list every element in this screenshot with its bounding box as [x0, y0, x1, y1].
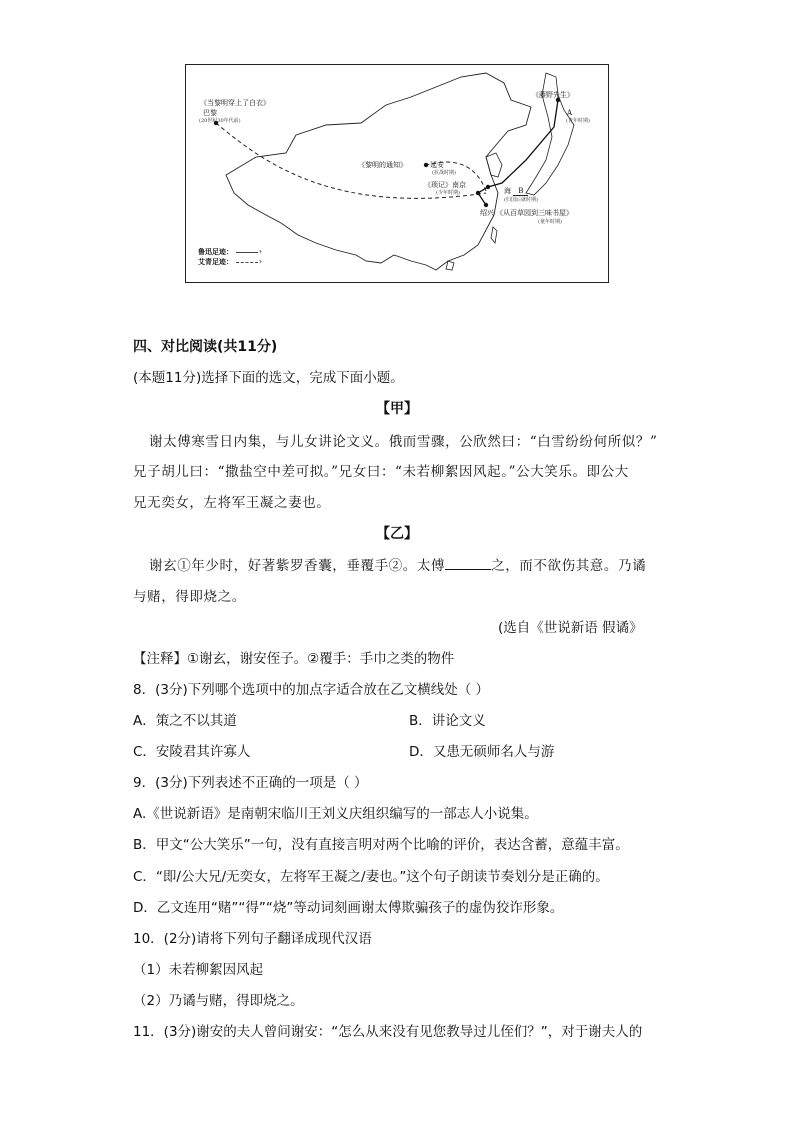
map-label-baicao: 《从百草园到三味书屋》 [496, 209, 573, 217]
map-label-hai [504, 187, 528, 195]
map-label-nanjing: 《琐记》南京 [424, 181, 466, 189]
passage-yi-line1-a: 谢玄①年少时，好著紫罗香囊，垂覆手②。太傅 [149, 558, 446, 574]
map-label-dawn-notice: 《黎明的通知》 [358, 161, 407, 169]
question-10-stem: 10．(2分)请将下列句子翻译成现代汉语 [133, 931, 372, 947]
question-8-stem: 8．(3分)下列哪个选项中的加点字适合放在乙文横线处（ ） [133, 682, 490, 698]
question-8-option-a: A．策之不以其道 [133, 713, 237, 729]
map-note-hai: (归国后就时期) [504, 197, 538, 203]
map-label-hai-text: 海 [504, 187, 511, 195]
passage-yi-line2: 与赌，得即烧之。 [133, 589, 246, 605]
question-8-option-d: D．又患无硕师名人与游 [409, 744, 555, 760]
section-title: 四、对比阅读(共11分) [133, 339, 278, 355]
legend-luxun-line [236, 252, 258, 253]
question-9-option-a: A.《世说新语》是南朝宋临川王刘义庆组织编写的一部志人小说集。 [133, 806, 538, 822]
question-9-option-b: B．甲文“公大笑乐”一句，没有直接言明对两个比喻的评价，表达含蓄，意蕴丰富。 [133, 837, 629, 853]
map-label-fujino: 《藤野先生》 [532, 91, 574, 99]
passage-source: (选自《世说新语 假谲》 [498, 620, 643, 636]
legend-aiqing [198, 257, 258, 267]
map-note-paris: (20世纪30年代前) [199, 118, 241, 124]
map-label-paris: 巴黎 [203, 109, 217, 117]
passage-notes: 【注释】①谢玄，谢安侄子。②覆手：手巾之类的物件 [133, 651, 455, 667]
passage-jia-line: 兄无奕女，左将军王凝之妻也。 [133, 495, 331, 511]
section-intro: (本题11分)选择下面的选文，完成下面小题。 [133, 370, 404, 386]
passage-jia-heading: 【甲】 [376, 401, 418, 417]
map-label-B: B [513, 187, 528, 196]
question-9-option-c: C．“即/公大兄/无奕女，左将军王凝之/妻也。”这个句子朗读节奏划分是正确的。 [133, 869, 609, 885]
passage-yi-line1 [149, 557, 646, 575]
map-label-yanan: 延安 [430, 161, 444, 169]
legend-luxun-label: 鲁迅足迹： [198, 247, 233, 256]
passage-jia-line: 兄子胡儿曰：“撒盐空中差可拟。”兄女曰：“未若柳絮因风起。”公大笑乐。即公大 [133, 464, 629, 480]
question-10-sentence-1: （1）未若柳絮因风起 [133, 962, 264, 978]
passage-yi-blank [445, 557, 491, 570]
passage-jia-line: 谢太傅寒雪日内集，与儿女讲论文义。俄而雪骤，公欣然曰：“白雪纷纷何所似？” [149, 434, 658, 450]
legend-aiqing-label: 艾青足迹： [198, 257, 233, 266]
question-8-option-b: B．讲论文义 [409, 713, 486, 729]
map-note-A: (青年时期) [566, 118, 590, 124]
map-figure [185, 64, 609, 283]
map-note-nanjing: (少年时期) [436, 190, 460, 196]
legend-aiqing-line [236, 262, 258, 263]
question-9-option-d: D．乙文连用“赌”“得”“烧”等动词刻画谢太傅欺骗孩子的虚伪狡诈形象。 [133, 900, 564, 916]
question-8-option-c: C．安陵君其许寡人 [133, 744, 251, 760]
map-label-A: A [567, 109, 573, 117]
map-legend [198, 247, 258, 267]
passage-yi-heading: 【乙】 [376, 526, 418, 542]
question-9-stem: 9．(3分)下列表述不正确的一项是（ ） [133, 775, 368, 791]
question-10-sentence-2: （2）乃谲与赌，得即烧之。 [133, 993, 304, 1009]
question-11-stem: 11．(3分)谢安的夫人曾问谢安：“怎么从来没有见您教导过儿侄们？”，对于谢夫人的 [133, 1024, 643, 1040]
passage-yi-line1-b: 之，而不欲伤其意。乃谲 [491, 558, 647, 574]
map-label-shaoxing: 绍兴 [480, 209, 494, 217]
map-note-yanan: (抗战时期) [432, 170, 456, 176]
map-label-dawn-white: 《当黎明穿上了白衣》 [200, 99, 270, 107]
map-note-baicao: (童年时期) [538, 219, 562, 225]
legend-luxun [198, 247, 258, 257]
